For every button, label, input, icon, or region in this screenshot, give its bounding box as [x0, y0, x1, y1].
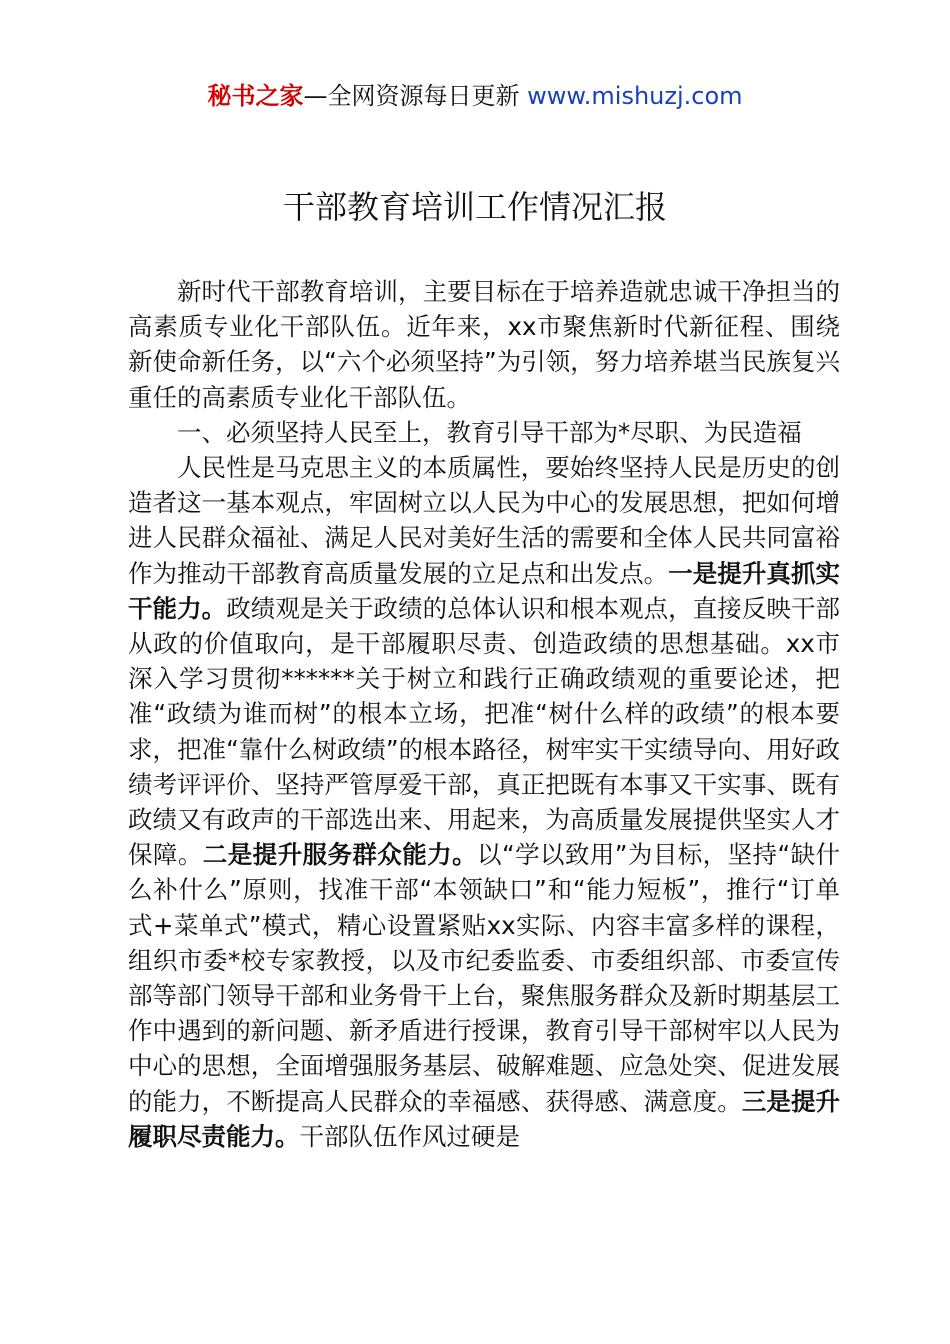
brand-name: 秘书之家 [207, 82, 304, 110]
document-title: 干部教育培训工作情况汇报 [282, 188, 667, 226]
site-url-link[interactable]: www.mishuzj.com [527, 82, 743, 110]
point-heading-3: 三是提升履职尽责能力。 [128, 1086, 841, 1151]
section-paragraph [128, 450, 840, 1154]
paragraph-text: 政绩观是关于政绩的总体认识和根本观点，直接反映干部从政的价值取向，是干部履职尽责、创造政绩的思想基础。xx市深入学习贯彻******关于树立和践行正确政绩观的重要论述，把准“政绩为谁而树”的根本立场，把准“树什么样的政绩”的根本要求，把准“靠什么树政绩”的根本路径，树牢实干实绩导向、用好政绩考评评价、坚持严管厚爱干部，真正把既有本事又干实事、既有政绩又有政声的干部选出来、用起来，为高质量发展提供坚实人才保障。 [128, 593, 841, 870]
paragraph-text: 人民性是马克思主义的本质属性，要始终坚持人民是历史的创造者这一基本观点，牢固树立以人民为中心的发展思想，把如何增进人民群众福祉、满足人民对美好生活的需要和全体人民共同富裕作为推动干部教育高质量发展的立足点和出发点。 [128, 453, 840, 588]
header-tagline: —全网资源每日更新 [303, 82, 528, 110]
paragraph-text: 以“学以致用”为目标，坚持“缺什么补什么”原则，找准干部“本领缺口”和“能力短板”，推行“订单式+菜单式”模式，精心设置紧贴xx实际、内容丰富多样的课程，组织市委*校专家教授，以及市纪委监委、市委组织部、市委宣传部等部门领导干部和业务骨干上台，聚焦服务群众及新时期基层工作中遇到的新问题、新矛盾进行授课，教育引导干部树牢以人民为中心的思想，全面增强服务基层、破解难题、应急处突、促进发展的能力，不断提高人民群众的幸福感、获得感、满意度。 [128, 840, 841, 1116]
point-heading-1: 一是提升真抓实干能力。 [128, 558, 841, 623]
intro-paragraph: 新时代干部教育培训，主要目标在于培养造就忠诚干净担当的高素质专业化干部队伍。近年来，xx市聚焦新时代新征程、围绕新使命新任务，以“六个必须坚持”为引领，努力培养堪当民族复兴重任的高素质专业化干部队伍。 [128, 277, 840, 412]
section-heading: 一、必须坚持人民至上，教育引导干部为*尽职、为民造福 [177, 417, 802, 447]
document-body [128, 274, 840, 1154]
site-header [0, 78, 950, 114]
point-heading-2: 二是提升服务群众能力。 [202, 840, 478, 870]
paragraph-text: 干部队伍作风过硬是 [299, 1121, 520, 1151]
